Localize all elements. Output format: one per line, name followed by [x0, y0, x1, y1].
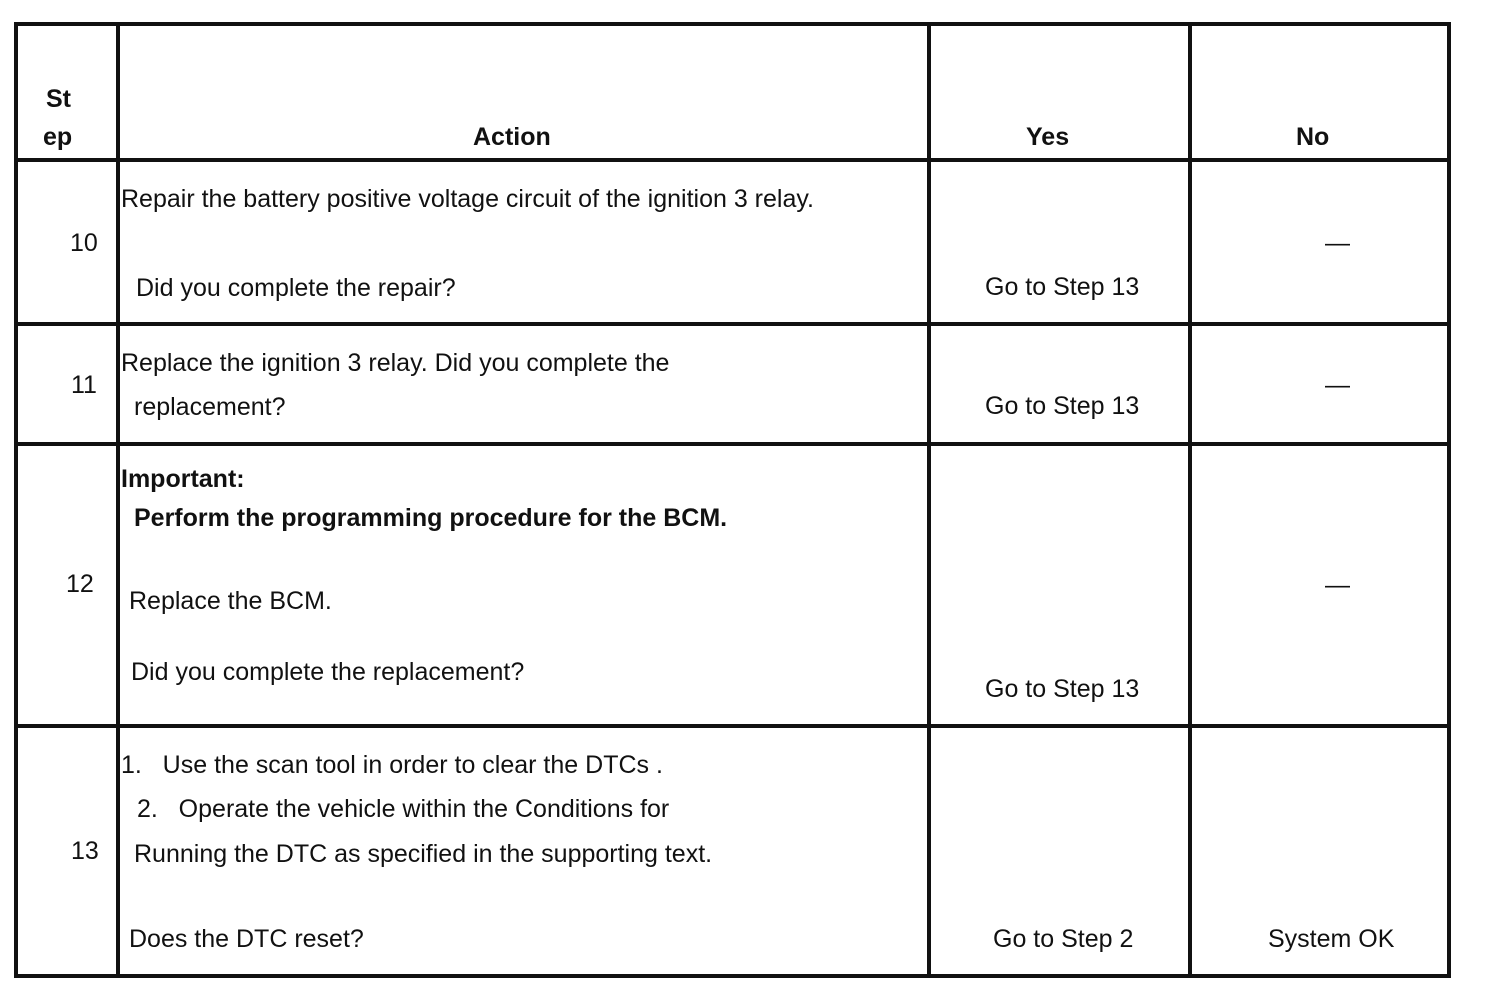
no-cell: — — [1325, 229, 1350, 257]
step-number-10: 10 — [70, 229, 98, 257]
row-divider-11 — [14, 442, 1451, 446]
important-note: Perform the programming procedure for the BCM. — [134, 504, 728, 532]
no-cell: — — [1325, 371, 1350, 399]
header-action: Action — [473, 123, 551, 151]
diagnostic-table — [14, 22, 1451, 978]
yes-cell: Go to Step 13 — [985, 273, 1140, 301]
action-question: Did you complete the repair? — [136, 274, 456, 302]
action-question: replacement? — [134, 393, 286, 421]
header-divider — [14, 158, 1451, 162]
step-number-13: 13 — [71, 837, 99, 865]
yes-cell: Go to Step 13 — [985, 392, 1140, 420]
column-divider-action — [927, 22, 931, 978]
no-cell: System OK — [1268, 925, 1395, 953]
no-cell: — — [1325, 571, 1350, 599]
step-number-12: 12 — [66, 570, 94, 598]
yes-cell: Go to Step 2 — [993, 925, 1134, 953]
action-text: Replace the ignition 3 relay. Did you complete the — [121, 349, 670, 377]
header-yes: Yes — [1026, 123, 1070, 151]
header-step-line1: St — [46, 85, 71, 113]
yes-cell: Go to Step 13 — [985, 675, 1140, 703]
action-list-item-2: 2. Operate the vehicle within the Conditions for — [137, 795, 670, 823]
row-divider-10 — [14, 322, 1451, 326]
action-text: Replace the BCM. — [129, 587, 332, 615]
table-border-top — [14, 22, 1451, 26]
header-no: No — [1296, 123, 1330, 151]
table-border-bottom — [14, 974, 1451, 978]
column-divider-yes — [1188, 22, 1192, 978]
table-border-right — [1447, 22, 1451, 978]
header-step-line2: ep — [43, 123, 73, 151]
important-label: Important: — [121, 465, 245, 493]
action-question: Did you complete the replacement? — [131, 658, 525, 686]
action-list-item-2-continued: Running the DTC as specified in the supporting text. — [134, 840, 713, 868]
step-number-11: 11 — [71, 371, 97, 399]
action-list-item-1: 1. Use the scan tool in order to clear the DTCs . — [121, 751, 663, 779]
action-question: Does the DTC reset? — [129, 925, 364, 953]
column-divider-step — [116, 22, 120, 978]
action-text: Repair the battery positive voltage circuit of the ignition 3 relay. — [121, 185, 814, 213]
table-border-left — [14, 22, 18, 978]
row-divider-12 — [14, 724, 1451, 728]
